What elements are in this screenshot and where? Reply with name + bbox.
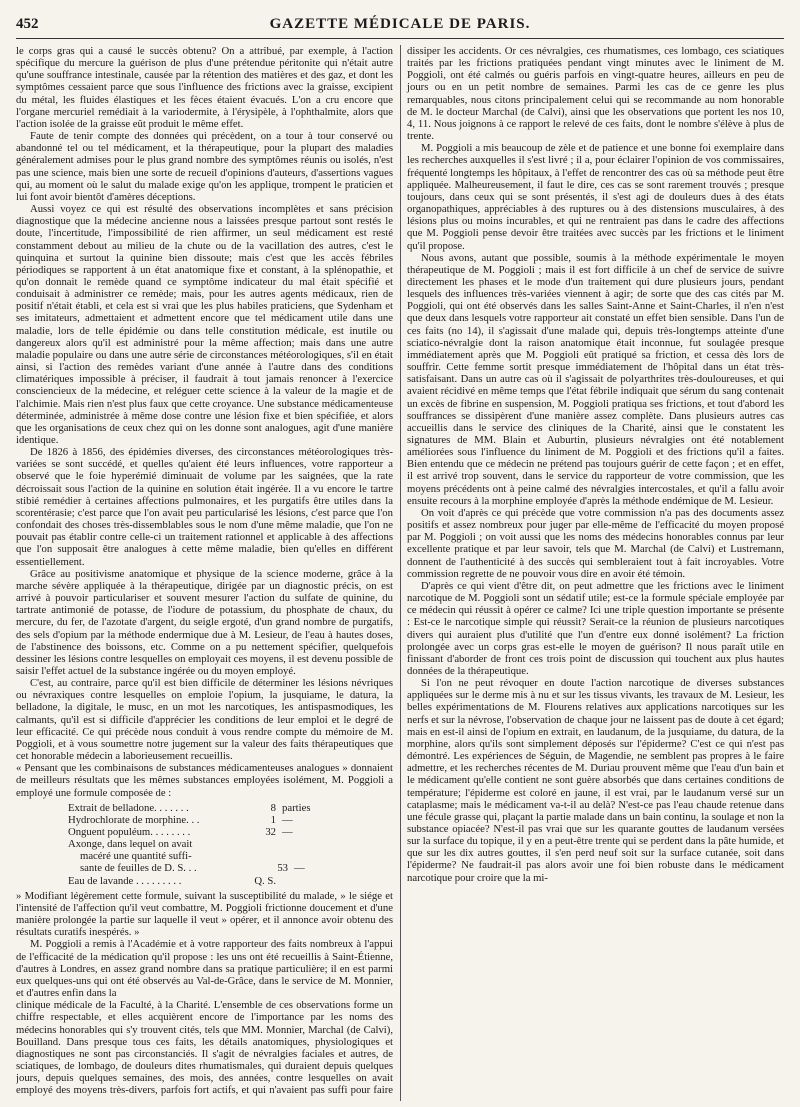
ingredient-name: Extrait de belladone. . . . . . . <box>68 801 189 814</box>
paragraph: De 1826 à 1856, des épidémies diverses, des circonstances météorologiques très-variées se sont succédé, et quelles qu'aient été leurs influences, votre rapporteur a observé que le foie hyperémié diminuait de volume par les saignées, que la rate décroissait sous l'action de la quinine en solution était ingérée. Il a vu encore le tartre stibié remédier à certaines affections pulmonaires, et les purgatifs être utiles dans la scorentérasie; c'est parce que l'on avait peu particularisé les lésions, c'est parce que l'on confondait des choses très-dissemblables sous le nom d'une même maladie, que l'on ne pouvait pas établir contre celle-ci un traitement rationnel et applicable à des affections que l'on supposait être analogues à cette même maladie, bien qu'elles en différent essentiellement. <box>16 446 393 568</box>
paragraph: Si l'on ne peut révoquer en doute l'action narcotique de diverses substances appliquées sur le derme mis à nu et sur les tissus vivants, les travaux de M. Lesieur, les belles expérimentations de M. Flourens relatives aux applications narcotiques sur les nerfs et sur la névrose, l'observation de chaque jour ne laissent pas de doute à cet égard; mais en est-il ainsi de l'opium en extrait, en laudanum, de la jusquiame, du datura, de la morphine, alors qu'ils sont simplement déposés sur l'épiderme? C'est ce qui n'est pas démontré. Les expériences de Séguin, de Magendie, ne semblent pas propres à le faire admettre, et les recherches récentes de M. Duriau prouvent même que l'eau d'un bain et le médicament qu'elle contient ne sont guère absorbés que dans certaines conditions de température; l'épiderme est coloré en jaune, il est vrai, par le laudanum versé sur un cataplasme; mais le médicament va-t-il au delà? N'est-ce pas l'eau chaude retenue dans une fécule grasse qui, plaçant la partie malade dans un bain continu, la soulage et non la substance opiacée? N'est-il pas vrai que sur les quarante gouttes de laudanum versées sur la surface du topique, il y en a peut-être trente qui se perdent dans la pâte humide, et que sur les dix autres gouttes, il s'en perd neuf soit sur la surface cutanée, soit dans l'épiderme? Ne faudrait-il pas alors avoir une foi bien robuste dans le médicament narcotique pour croire que la mi- <box>407 677 784 884</box>
ingredient-name: Eau de lavande . . . . . . . . . <box>68 874 182 887</box>
formula-row <box>68 814 393 826</box>
quote-intro: « Pensant que les combinaisons de substances médicamenteuses analogues » donnaient de meilleurs résultats que les mêmes substances employées isolément, M. Poggioli a employé une formule composée de : <box>16 762 393 799</box>
page-number: 452 <box>16 16 39 32</box>
paragraph: C'est, au contraire, parce qu'il est bien difficile de déterminer les lésions névriques ou névraxiques contre lesquelles on emploie l'opium, la jusquiame, le datura, la belladone, la digitale, le musc, en un mot les narcotiques, les antispasmodiques, les calmants, qu'il est si difficile d'apprécier les conditions de leur emploi et le degré de leur efficacité. Ce qui précède nous conduit à vous rendre compte du mémoire de M. Poggioli, et à vous soumettre notre jugement sur la valeur des faits thérapeutiques que cet honorable médecin a laborieusement recueillis. <box>16 677 393 763</box>
paragraph: le corps gras qui a causé le succès obtenu? On a attribué, par exemple, à l'action spécifique du mercure la guérison de plus d'une prétendue péritonite qui n'était autre qu'une souffrance intestinale, causée par la rétention des matières et des gaz, et dont les symptômes cessaient parce que sous l'influence des frictions avec la graisse, excipient du métal, les fluides élastiques et les fèces étaient évacués. L'on a cru encore que l'organe mercuriel remédiait à la variodermite, à l'érysipèle, à l'ophthalmite, alors que l'action isolée de la graisse eût produit le même effet. <box>16 45 393 130</box>
ingredient-qty: Q. S. <box>254 874 276 887</box>
quote-outro: » Modifiant légèrement cette formule, suivant la susceptibilité du malade, » le siége et l'intensité de l'affection qu'il veut combattre, M. Poggioli frictionne doucement et d'une manière prolongée la partie sur laquelle il veut » opérer, et il annonce avoir obtenu des résultats curatifs inespérés. » <box>16 889 393 939</box>
ingredient-qty <box>258 850 294 862</box>
formula-row <box>68 850 393 862</box>
ingredient-name: sante de feuilles de D. S. . . <box>80 862 197 875</box>
formula-row <box>68 826 393 838</box>
article-body <box>16 45 784 1101</box>
paragraph: Faute de tenir compte des données qui précèdent, on a tour à tour conservé ou abandonné tel ou tel médicament, et la thérapeutique, pour la plupart des maladies généralement admises pour le plus grand nombre des symptômes réunis ou isolés, n'est pas une science, mais bien une sorte de recueil d'opinions d'auteurs, d'assertions vagues qui, au moment où le salut du malade exige qu'on les applique, trompent le praticien et lui font avoir bientôt d'amères déceptions. <box>16 130 393 203</box>
ingredient-name: macéré une quantité suffi- <box>80 850 192 863</box>
ingredient-unit: — <box>282 826 293 838</box>
paragraph: Nous avons, autant que possible, soumis à la méthode expérimentale le moyen thérapeutique de M. Poggioli ; mais il est fort difficile à un chef de service de suivre directement les phases et le mode d'un traitement qui dure plusieurs jours, pendant lesquels des influences très-variées viennent à agir; de sorte que des cas cités par M. Poggioli, qui ont été observés dans les salles Saint-Anne et Saint-Charles, il n'en n'est que deux dans lesquels votre rapporteur ait constaté un effet bien sensible. Dans l'un de ces faits (no 14), il s'agissait d'une malade qui, depuis très-longtemps atteinte d'une sciatico-névralgie dont la raison anatomique était inconnue, fut soulagée presque immédiatement après que M. Poggioli eût pratiqué sa friction, et cessa dès lors de souffrir. Cette femme sortit presque immédiatement de l'hôpital dans un état très-satisfaisant. Dans un autre cas où il s'agissait de polyarthrites très-douloureuses, et qui avaient récidivé en même temps que l'état fébrile indiquait que sérum du sang contenait un excès de fibrine en suspension, M. Poggioli pratiqua ses frictions, et tout d'abord les souffrances se dissipèrent d'une manière assez complète. Dans plusieurs autres cas accueillis dans le service des cliniques de la Charité, ainsi que le constatent les signatures de MM. Blain et Auburtin, plusieurs névralgies ont été notablement améliorées sous l'influence du liniment de M. Poggioli et des frictions qu'il a faites. Bien entendu que ce médecin ne prétend pas toujours guérir de cette façon ; et en effet, il est arrivé trop souvent, dans le service du rapporteur de votre commission, que les moyens précédents ont à peine calmé des névralgies intercostales, et qu'il a fallu avoir ensuite recours à la morphine employée d'après la méthode endémique de M. Lesieur. <box>407 251 784 507</box>
paragraph: M. Poggioli a mis beaucoup de zèle et de patience et une bonne foi exemplaire dans les recherches auxquelles il s'est livré ; il a, pour éclairer l'opinion de vos commissaires, fréquenté longtemps les hôpitaux, à l'effet de rencontrer des cas où sa méthode peut être appliquée. Malheureusement, il faut le dire, ces cas se sont rarement trouvés ; presque toujours, dans ceux qui se sont présentés, il s'est agi de douleurs dues à des états organopathiques, appréciables à des ruptures ou à des distensions musculaires, à des lésions plus ou moins incurables, et qui ne rentraient pas dans le cadre des affections que M. Poggioli pense devoir être traitées avec succès par les frictions et le liniment qu'il propose. <box>407 142 784 252</box>
paragraph: clinique médicale de la Faculté, à la Charité. L'ensemble de ces observations forme un chiffre respectable, et elles acquièrent encore de l'importance par les noms des médecins honorables qui s'y trouvent cités, tels que MM. Monnier, Marchal (de Calvi), Bouilland. Dans presque tous ces faits, les détails anatomiques, physiologiques et diagnostiques ne sont pas circonstanciés. Il s'agit de névralgies faciales et autres, de sciatiques, de lombago, de douleurs dites rhumatismales, qui duraient depuis quelques jours, depuis quelques semaines, des mois, des années, contre lesquelles on avait employé des moyens très-divers, parfois fort actifs, et qui n'avaient pas suffi pour faire dissiper les accidents. Or ces névralgies, ces rhumatismes, ces lombago, ces sciatiques traités par les frictions pratiquées pendant vingt minutes avec le liniment de M. Poggioli, ont été calmés ou guéris parfois en vingt-quatre heures, ailleurs en peu de jours ou en un petit nombre de semaines. Parmi les cas de ce genre les plus remarquables, nous citons principalement celui qui se recommande au nom honorable de M. le docteur Marchal (de Calvi), ainsi que les observations que portent les nos 10, 4, 11. Nous joignons à ce rapport le relevé de ces faits, dont le nombre s'élève à plus de trente. <box>16 45 784 1097</box>
ingredient-name: Hydrochlorate de morphine. . . <box>68 813 200 826</box>
paragraph: D'après ce qui vient d'être dit, on peut admettre que les frictions avec le liniment narcotique de M. Poggioli sont un sédatif utile; est-ce la formule spéciale employée par ce médecin qui réussit à opérer ce calme? Ici une triple question importante se présente : Est-ce le narcotique simple qui réussit? Serait-ce la réunion de plusieurs narcotiques divers qui auraient plus d'utilité que l'un d'entre eux donné isolément? La friction prolongée avec un corps gras est-elle le moyen de guérison? Il nous paraît utile en finissant d'aborder de front ces trois point de discussion qui touchent aux plus hautes données de la thérapeutique. <box>407 579 784 677</box>
ingredient-qty <box>246 838 282 850</box>
formula-row <box>68 802 393 814</box>
ingredient-name: Axonge, dans lequel on avait <box>68 838 193 851</box>
page-header <box>16 16 784 39</box>
paragraph: Aussi voyez ce qui est résulté des observations incomplètes et sans précision diagnostique que la médecine ancienne nous a laissées presque partout sont restés le doute, l'incertitude, l'impossibilité de rien affirmer, un seul médicament est resté constamment debout au milieu de la chute ou de la vacillation des autres, c'est le quinquina et surtout la quinine bien dissoute; mais c'est que les accès fébriles périodiques se rapportent à un état anatomique fixe et constant, à la splénopathie, et qu'on donnait le remède quand ce symptôme indicateur du mal était spécifié et conduisait à administrer ce remède; mais, pour les autres agents médicaux, rien de positif n'était établi, et cela est si vrai que les plus habiles praticiens, que Sydenham et ses imitateurs, admettaient et admettent encore que tel médicament utile dans une maladie, lors de telle épidémie ou dans telle constitution médicale, est inutile ou dangereux alors qu'il est administré pour la même affection; mais dans une autre maladie populaire ou dans une autre série de circonstances météorologiques, s'il en était ainsi, si l'action des remèdes variant d'une année à l'autre dans des conditions climatériques impossible à préciser, il faudrait à tout jamais renoncer à l'exercice consciencieux de la médecine, et reléguer cette science à la valeur de la magie et de l'alchimie. Mais rien n'est plus faux que cette croyance. Une substance médicamenteuse déterminée, administrée à même dose contre une lésion fixe et bien spécifiée, et alors que les organisations de ceux chez qui on les donne sont analogues, agit d'une manière identique. <box>16 203 393 446</box>
quoted-formula-block <box>16 762 393 938</box>
ingredient-qty: 8 <box>270 801 276 814</box>
paragraph: On voit d'après ce qui précède que votre commission n'a pas des documents assez positifs et assez nombreux pour juger par elle-même de l'efficacité du moyen proposé par M. Poggioli ; on voit aussi que les noms des médecins honorables connus par leur excellente pratique et par leur savoir, tels que M. Marchal (de Calvi) et Lustremann, donnent de l'authenticité à des succès qui sembleraient tout à fait incroyables. Votre commission regrette de ne pouvoir vous dire en avoir été témoin. <box>407 506 784 580</box>
formula-row <box>68 838 393 850</box>
formula-row <box>68 862 393 874</box>
ingredient-unit: — <box>294 862 305 875</box>
ingredient-unit: parties <box>282 801 311 814</box>
ingredient-qty: 32 <box>265 826 276 838</box>
ingredient-qty: 1 <box>270 813 276 826</box>
ingredient-name: Onguent populéum. . . . . . . . <box>68 826 191 838</box>
paragraph: Grâce au positivisme anatomique et physique de la science moderne, grâce à la marche sévère appliquée à la thérapeutique, dirigée par un diagnostic précis, on est arrivé à pouvoir particulariser et souvent mesurer l'action du sulfate de quinine, du tartrate antimonié de potasse, de l'iodure de potassium, du phosphate de chaux, du mercure, du fer, de l'azotate d'argent, du seigle ergoté, d'un grand nombre de purgatifs, des sels d'opium par la méthode endermique due à M. Lesieur, de l'eau à hautes doses, de l'abstinence des boissons, etc. Comme on a pu nettement spécifier, quelquefois dessiner les lésions contre lesquelles on employait ces moyens, il est devenu possible de saisir l'effet actuel de la substance ingérée ou du moyen employé. <box>16 567 393 677</box>
formula-row <box>68 875 393 887</box>
ingredient-unit: — <box>282 813 293 826</box>
running-title: GAZETTE MÉDICALE DE PARIS. <box>269 16 531 32</box>
formula-table <box>68 802 393 887</box>
paragraph: M. Poggioli a remis à l'Académie et à votre rapporteur des faits nombreux à l'appui de l'efficacité de la médication qu'il propose : les uns ont été recueillis à Saint-Étienne, d'autres à Londres, en assez grand nombre dans sa pratique particulière; il en est parmi eux quelques-uns qui ont été observés au Val-de-Grâce, dans le service de M. Monnier, et d'autres enfin dans la <box>16 938 393 1000</box>
ingredient-qty: 53 <box>277 862 288 875</box>
